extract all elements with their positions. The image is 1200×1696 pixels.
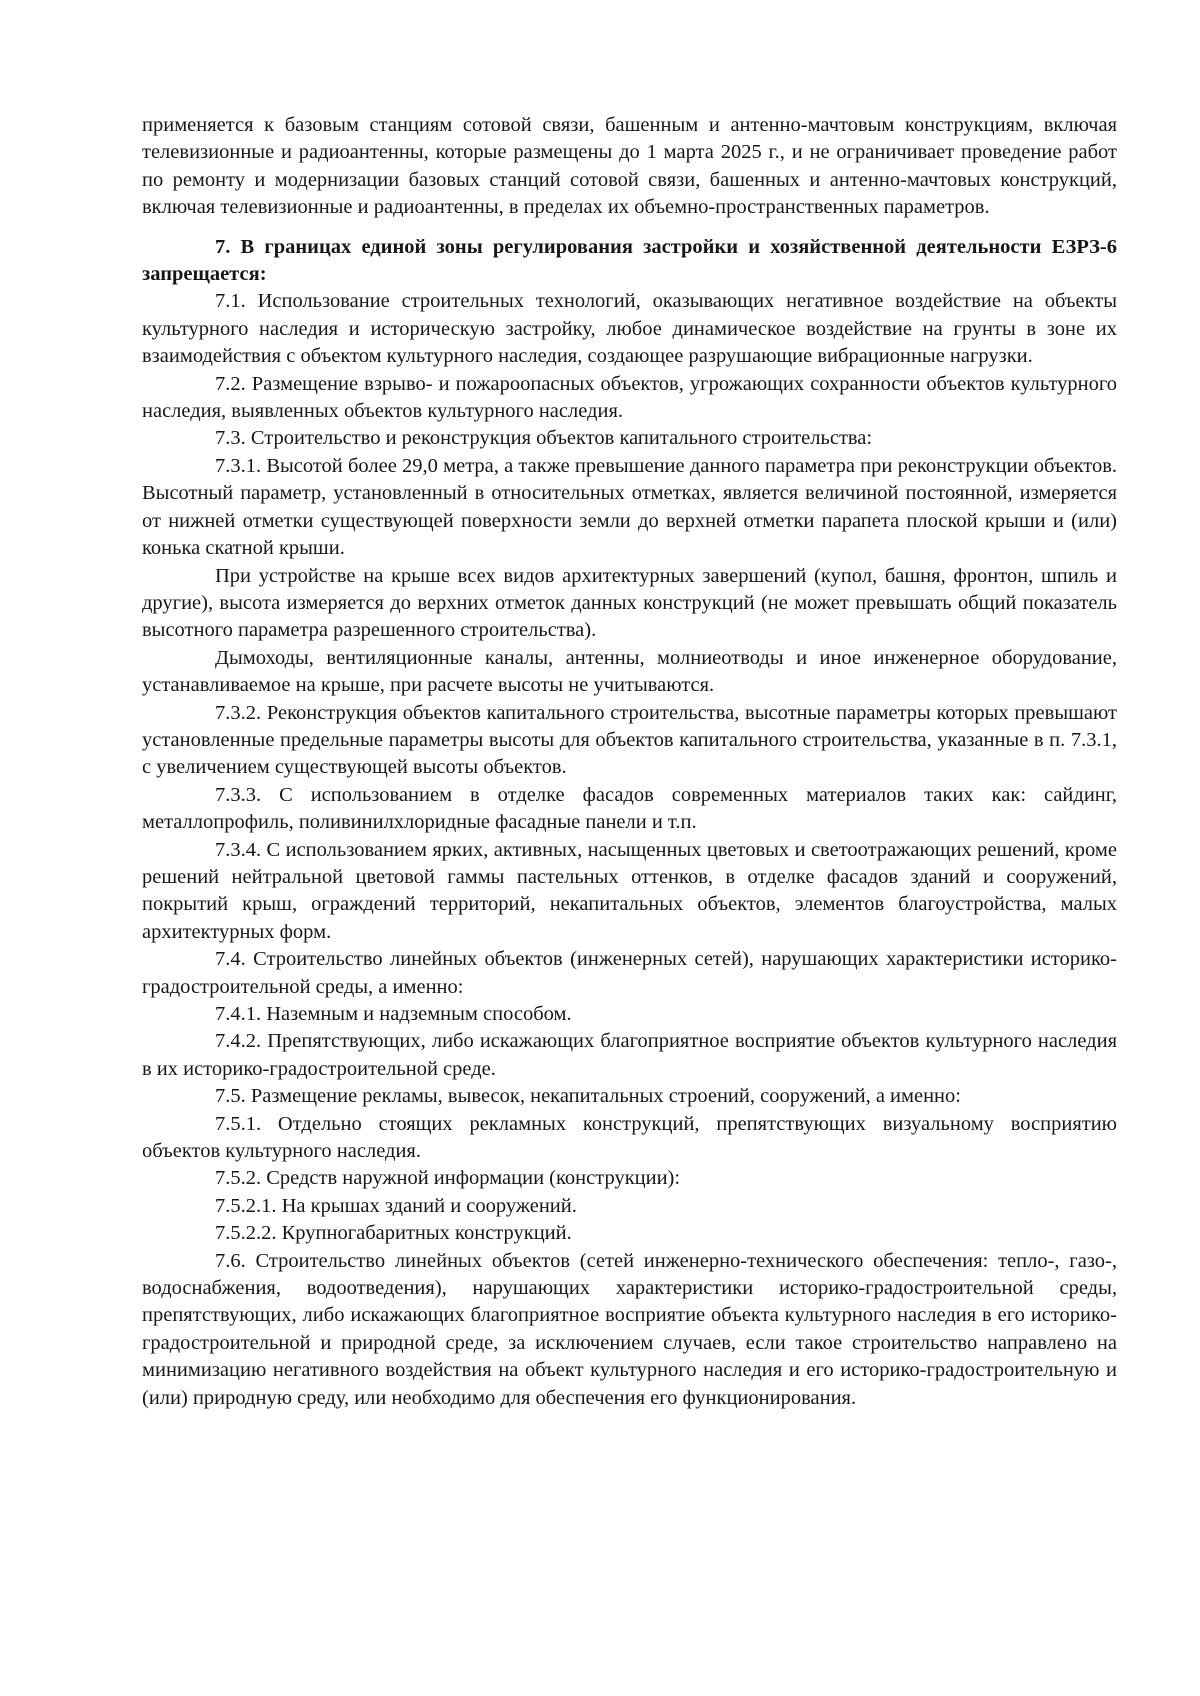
document-page (142, 112, 1117, 1412)
clause-7-3-2: 7.3.2. Реконструкция объектов капитального строительства, высотные параметры которых превышают установленные предельные параметры высоты для объектов капитального строительства, указанные в п. 7.3.1, с увеличением существующей высоты объектов. (142, 701, 1117, 779)
clause-7-3-4: 7.3.4. С использованием ярких, активных, насыщенных цветовых и светоотражающих решений, кроме решений нейтральной цветовой гаммы пастельных оттенков, в отделке фасадов зданий и сооружений, покрытий крыш, ограждений территорий, некапитальных объектов, элементов благоустройства, малых архитектурных форм. (142, 838, 1117, 943)
clause-7-4-2: 7.4.2. Препятствующих, либо искажающих благоприятное восприятие объектов культурного наследия в их историко-градостроительной среде. (142, 1030, 1117, 1080)
clause-7-3-1-equipment-note: Дымоходы, вентиляционные каналы, антенны, молниеотводы и иное инженерное оборудование, устанавливаемое на крыше, при расчете высоты не учитываются. (142, 646, 1117, 697)
clause-7-4-1: 7.4.1. Наземным и надземным способом. (215, 1003, 572, 1025)
clause-7-3-1-roof-note: При устройстве на крыше всех видов архитектурных завершений (купол, башня, фронтон, шпиль и другие), высота измеряется до верхних отметок данных конструкций (не может превышать общий показатель высотного параметра разрешенного строительства). (142, 564, 1117, 642)
clause-7-3: 7.3. Строительство и реконструкция объектов капитального строительства: (215, 427, 873, 450)
clause-7-5-2-2: 7.5.2.2. Крупногабаритных конструкций. (215, 1222, 572, 1245)
clause-7-1: 7.1. Использование строительных технологий, оказывающих негативное воздействие на объекты культурного наследия и историческую застройку, любое динамическое воздействие на грунты в зоне их взаимодействия с объектом культурного наследия, создающее разрушающие вибрационные нагрузки. (142, 290, 1117, 368)
section-7-heading: 7. В границах единой зоны регулирования застройки и хозяйственной деятельности ЕЗРЗ-6 запрещается: (142, 235, 1117, 286)
clause-7-5-1: 7.5.1. Отдельно стоящих рекламных конструкций, препятствующих визуальному восприятию объектов культурного наследия. (142, 1112, 1117, 1163)
clause-7-5-2: 7.5.2. Средств наружной информации (конструкции): (215, 1167, 681, 1190)
paragraph-continuation: применяется к базовым станциям сотовой связи, башенным и антенно-мачтовым конструкциям, включая телевизионные и радиоантенны, которые размещены до 1 марта 2025 г., и не ограничивает проведение работ по ремонту и модернизации базовых станций сотовой связи, башенных и антенно-мачтовых конструкций, включая телевизионные и радиоантенны, в пределах их объемно-пространственных параметров. (142, 114, 1117, 219)
clause-7-4: 7.4. Строительство линейных объектов (инженерных сетей), нарушающих характеристики историко-градостроительной среды, а именно: (142, 948, 1117, 998)
clause-7-5: 7.5. Размещение рекламы, вывесок, некапитальных строений, сооружений, а именно: (215, 1085, 961, 1108)
clause-7-3-1: 7.3.1. Высотой более 29,0 метра, а также превышение данного параметра при реконструкции объектов. Высотный параметр, установленный в относительных отметках, является величиной постоянной, измеряется от нижней отметки существующей поверхности земли до верхней отметки парапета плоской крыши и (или) конька скатной крыши. (142, 454, 1117, 560)
clause-7-6: 7.6. Строительство линейных объектов (сетей инженерно-технического обеспечения: тепло-, газо-, водоснабжения, водоотведения), нарушающих характеристики историко-градостроительной среды, препятствующих, либо искажающих благоприятное восприятие объекта культурного наследия в его историко-градостроительной и природной среде, за исключением случаев, если такое строительство направлено на минимизацию негативного воздействия на объект культурного наследия и его историко-градостроительную и (или) природную среду, или необходимо для обеспечения его функционирования. (142, 1249, 1117, 1409)
clause-7-5-2-1: 7.5.2.1. На крышах зданий и сооружений. (215, 1194, 577, 1217)
clause-7-3-3: 7.3.3. С использованием в отделке фасадов современных материалов таких как: сайдинг, металлопрофиль, поливинилхлоридные фасадные панели и т.п. (142, 783, 1117, 834)
clause-7-2: 7.2. Размещение взрыво- и пожароопасных объектов, угрожающих сохранности объектов культурного наследия, выявленных объектов культурного наследия. (142, 372, 1117, 423)
